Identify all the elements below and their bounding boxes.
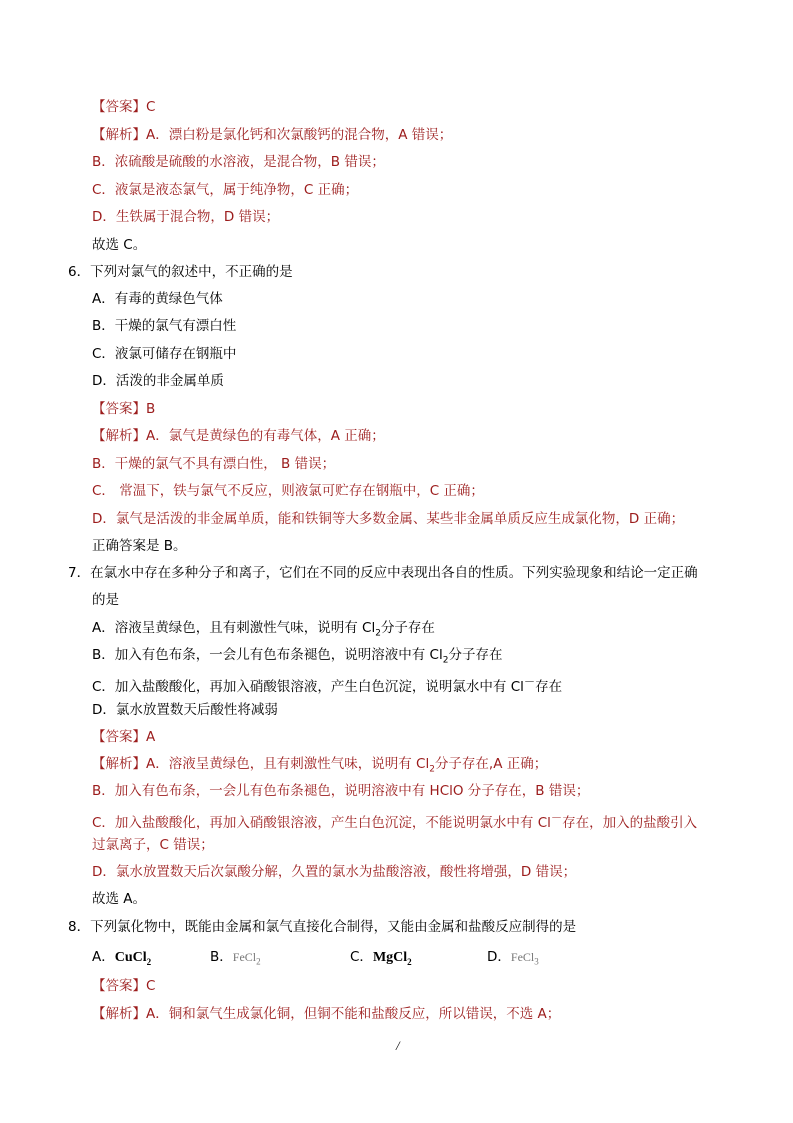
line-text: C <box>146 978 156 994</box>
q8-answer <box>92 976 155 996</box>
q6-conclusion <box>92 536 187 556</box>
line-text: 的是 <box>92 592 119 608</box>
line-text: A．溶液呈黄绿色，且有刺激性气味，说明有 $Cl_2$分子存在 <box>92 620 435 639</box>
q6-opt-a <box>92 289 223 309</box>
section-tag: 【答案】 <box>92 978 146 994</box>
q6-opt-d <box>92 371 224 391</box>
q6-answer <box>92 399 155 419</box>
q5-analysis-a <box>92 125 452 145</box>
line-text: 8．下列氯化物中，既能由金属和氯气直接化合制得，又能由金属和盐酸反应制得的是 <box>68 919 577 935</box>
q7-stem-2 <box>92 590 119 610</box>
chemical-formula: MgCl$_2$ <box>372 950 412 967</box>
q7-opt-d <box>92 700 278 720</box>
line-text: 故选 C。 <box>92 237 147 253</box>
q8-stem <box>68 917 576 937</box>
line-text: A．铜和氯气生成氯化铜，但铜不能和盐酸反应，所以错误，不选 A； <box>146 1006 561 1022</box>
section-tag: 【解析】 <box>92 428 146 444</box>
q6-stem <box>68 262 293 282</box>
option-label: A． <box>92 949 115 965</box>
line-text: B <box>146 401 156 417</box>
q8-options-row <box>92 946 652 968</box>
line-text: C．液氯可储存在钢瓶中 <box>92 346 237 362</box>
q6-analysis-d <box>92 509 684 529</box>
line-text: A．有毒的黄绿色气体 <box>92 291 223 307</box>
q7-analysis-a <box>92 754 547 774</box>
line-text: B．浓硫酸是硫酸的水溶液，是混合物，B 错误； <box>92 154 385 170</box>
q8-option-d <box>487 946 539 972</box>
chemical-formula: FeCl$_2$ <box>232 950 261 967</box>
line-text: C <box>146 99 156 115</box>
line-text: D．活泼的非金属单质 <box>92 373 224 389</box>
q7-analysis-c1 <box>92 808 698 831</box>
section-tag: 【解析】 <box>92 1006 146 1022</box>
line-text: A．溶液呈黄绿色，且有刺激性气味，说明有 $Cl_2$分子存在,A 正确； <box>146 756 548 775</box>
section-tag: 【答案】 <box>92 401 146 417</box>
line-text: A．氯气是黄绿色的有毒气体，A 正确； <box>146 428 385 444</box>
q6-analysis-b <box>92 454 335 474</box>
line-text: D．氯水放置数天后次氯酸分解，久置的氯水为盐酸溶液，酸性将增强，D 错误； <box>92 864 577 880</box>
line-text: 6．下列对氯气的叙述中，不正确的是 <box>68 264 293 280</box>
line-text: D．生铁属于混合物，D 错误； <box>92 209 280 225</box>
section-tag: 【解析】 <box>92 127 146 143</box>
section-tag: 【解析】 <box>92 756 146 772</box>
line-text: 7．在氯水中存在多种分子和离子，它们在不同的反应中表现出各自的性质。下列实验现象和结论一定正确 <box>68 565 698 581</box>
q7-opt-c <box>92 672 563 695</box>
q7-conclusion <box>92 889 146 909</box>
q6-opt-c <box>92 344 236 364</box>
q7-answer <box>92 727 155 747</box>
q5-analysis-c <box>92 180 358 200</box>
chemical-formula: FeCl$_3$ <box>510 950 539 967</box>
q5-conclusion <box>92 235 146 255</box>
q5-answer <box>92 97 155 117</box>
q7-analysis-b <box>92 781 589 801</box>
line-text: 故选 A。 <box>92 891 147 907</box>
q8-option-c <box>350 946 412 973</box>
option-label: D． <box>487 949 511 965</box>
option-label: B． <box>210 949 233 965</box>
q6-analysis-c <box>92 481 484 501</box>
line-text: B．干燥的氯气有漂白性 <box>92 318 237 334</box>
q7-opt-a <box>92 618 435 638</box>
line-text: C．加入盐酸酸化，再加入硝酸银溶液，产生白色沉淀，说明氯水中有 Cl－存在 <box>92 675 563 695</box>
q7-opt-b <box>92 645 502 665</box>
line-text: D．氯水放置数天后酸性将减弱 <box>92 702 278 718</box>
line-text: B．干燥的氯气不具有漂白性， B 错误； <box>92 456 336 472</box>
q8-analysis-a <box>92 1004 560 1024</box>
q7-stem-1 <box>68 563 698 583</box>
q8-option-a <box>92 946 151 973</box>
line-text: A <box>146 729 156 745</box>
line-text: A．漂白粉是氯化钙和次氯酸钙的混合物，A 错误； <box>146 127 453 143</box>
chemical-formula: CuCl$_2$ <box>114 950 152 967</box>
q5-analysis-b <box>92 152 385 172</box>
line-text: B．加入有色布条，一会儿有色布条褪色，说明溶液中有 HClO 分子存在，B 错误； <box>92 783 590 799</box>
q8-option-b <box>210 946 261 972</box>
line-text: C． 常温下，铁与氯气不反应，则液氯可贮存在钢瓶中，C 正确； <box>92 483 484 499</box>
q6-opt-b <box>92 316 236 336</box>
line-text: 过氯离子，C 错误； <box>92 837 214 853</box>
q7-analysis-c2 <box>92 835 214 855</box>
line-text: C．加入盐酸酸化，再加入硝酸银溶液，产生白色沉淀，不能说明氯水中有 Cl－存在，加入的盐酸引入 <box>92 811 698 831</box>
line-text: B．加入有色布条，一会儿有色布条褪色，说明溶液中有 $Cl_2$分子存在 <box>92 647 503 666</box>
option-label: C． <box>350 949 373 965</box>
line-text: D．氯气是活泼的非金属单质，能和铁铜等大多数金属、某些非金属单质反应生成氯化物，D 正确； <box>92 511 685 527</box>
section-tag: 【答案】 <box>92 729 146 745</box>
page-number: / <box>396 1038 400 1053</box>
q7-analysis-d <box>92 862 576 882</box>
section-tag: 【答案】 <box>92 99 146 115</box>
q6-analysis-a <box>92 426 385 446</box>
line-text: C．液氯是液态氯气，属于纯净物，C 正确； <box>92 182 359 198</box>
q5-analysis-d <box>92 207 279 227</box>
line-text: 正确答案是 B。 <box>92 538 187 554</box>
